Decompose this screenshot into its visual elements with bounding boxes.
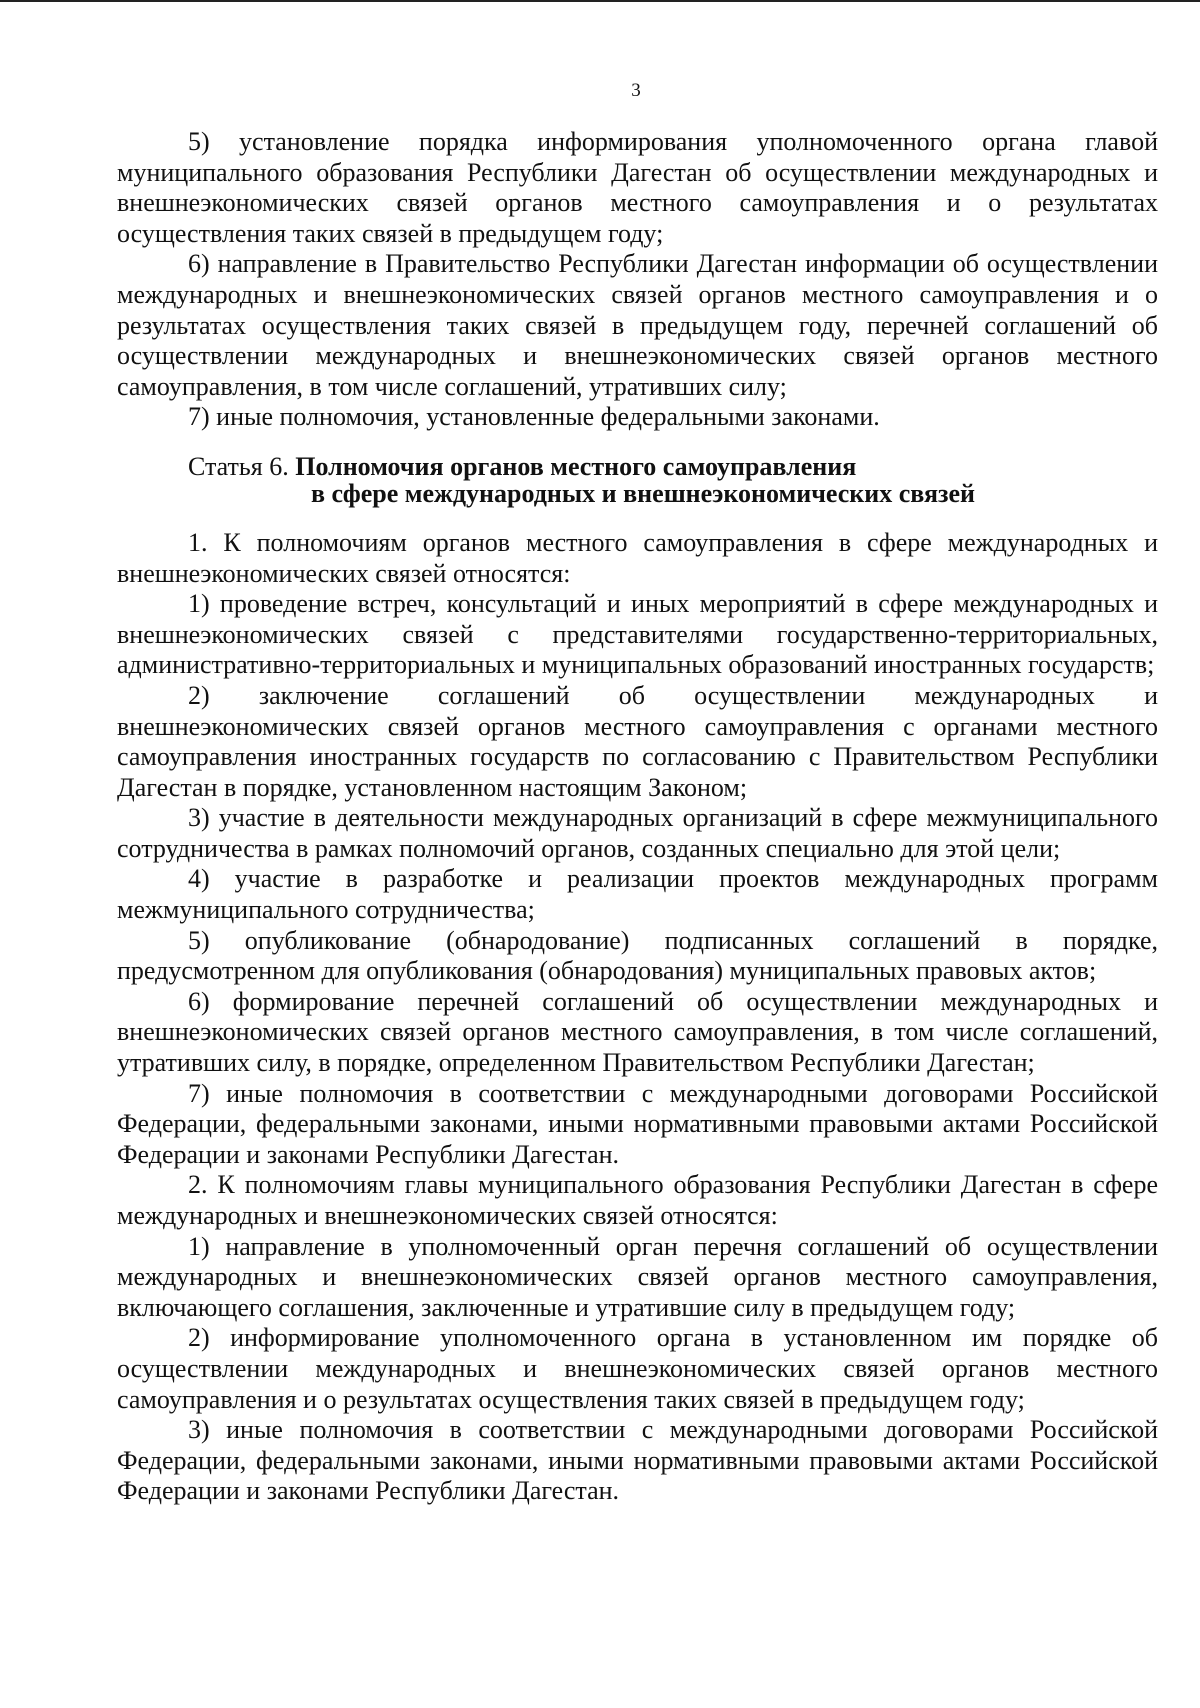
paragraph-part-2-item-1: 1) направление в уполномоченный орган перечня соглашений об осуществлении международных и внешнеэкономических связей органов местного самоуправления, включающего соглашения, заключенные и утратившие силу в предыдущем году; [117, 1231, 1158, 1322]
document-body [117, 127, 1158, 1507]
paragraph-part-1-item-1: 1) проведение встреч, консультаций и иных мероприятий в сфере международных и внешнеэкономических связей с представителями государственно-территориальных, административно-территориальных и муниципальных образований иностранных государств; [117, 589, 1158, 680]
paragraph-part-1-intro: 1. К полномочиям органов местного самоуправления в сфере международных и внешнеэкономических связей относятся: [117, 527, 1158, 588]
page-number: 3 [631, 80, 641, 101]
paragraph-part-1-item-2: 2) заключение соглашений об осуществлении международных и внешнеэкономических связей органов местного самоуправления с органами местного самоуправления иностранных государств по согласованию с Правительством Республики Дагестан в порядке, установленном настоящим Законом; [117, 680, 1158, 802]
article-title-line-2: в сфере международных и внешнеэкономических связей [311, 478, 976, 508]
paragraph-part-1-item-4: 4) участие в разработке и реализации проектов международных программ межмуниципального сотрудничества; [117, 864, 1158, 925]
paragraph-part-2-item-2: 2) информирование уполномоченного органа в установленном им порядке об осуществлении международных и внешнеэкономических связей органов местного самоуправления и о результатах осуществления таких связей в предыдущем году; [117, 1323, 1158, 1414]
paragraph-part-1-item-7: 7) иные полномочия в соответствии с международными договорами Российской Федерации, федеральными законами, иными нормативными правовыми актами Российской Федерации и законами Республики Дагестан. [117, 1078, 1158, 1169]
article-label: Статья 6. [188, 451, 289, 481]
paragraph-clause-5: 5) установление порядка информирования уполномоченного органа главой муниципального образования Республики Дагестан об осуществлении международных и внешнеэкономических связей органов местного самоуправления и о результатах осуществления таких связей в предыдущем году; [117, 127, 1158, 248]
scan-top-edge [0, 0, 1200, 2]
paragraph-part-1-item-3: 3) участие в деятельности международных организаций в сфере межмуниципального сотрудничества в рамках полномочий органов, созданных специально для этой цели; [117, 803, 1158, 863]
paragraph-part-2-item-3: 3) иные полномочия в соответствии с международными договорами Российской Федерации, федеральными законами, иными нормативными правовыми актами Российской Федерации и законами Республики Дагестан. [117, 1415, 1158, 1506]
paragraph-clause-6: 6) направление в Правительство Республики Дагестан информации об осуществлении международных и внешнеэкономических связей органов местного самоуправления и о результатах осуществления таких связей в предыдущем году, перечней соглашений об осуществлении международных и внешнеэкономических связей органов местного самоуправления, в том числе соглашений, утративших силу; [117, 249, 1158, 401]
paragraph-clause-7: 7) иные полномочия, установленные федеральными законами. [188, 402, 880, 432]
paragraph-part-1-item-6: 6) формирование перечней соглашений об осуществлении международных и внешнеэкономических связей органов местного самоуправления, в том числе соглашений, утративших силу, в порядке, определенном Правительством Республики Дагестан; [117, 986, 1158, 1078]
article-heading [117, 453, 1158, 507]
paragraph-part-1-item-5: 5) опубликование (обнародование) подписанных соглашений в порядке, предусмотренном для опубликования (обнародования) муниципальных правовых актов; [117, 925, 1158, 986]
article-title-line-1: Полномочия органов местного самоуправления [295, 451, 857, 481]
paragraph-part-2-intro: 2. К полномочиям главы муниципального образования Республики Дагестан в сфере международных и внешнеэкономических связей относятся: [117, 1170, 1158, 1230]
